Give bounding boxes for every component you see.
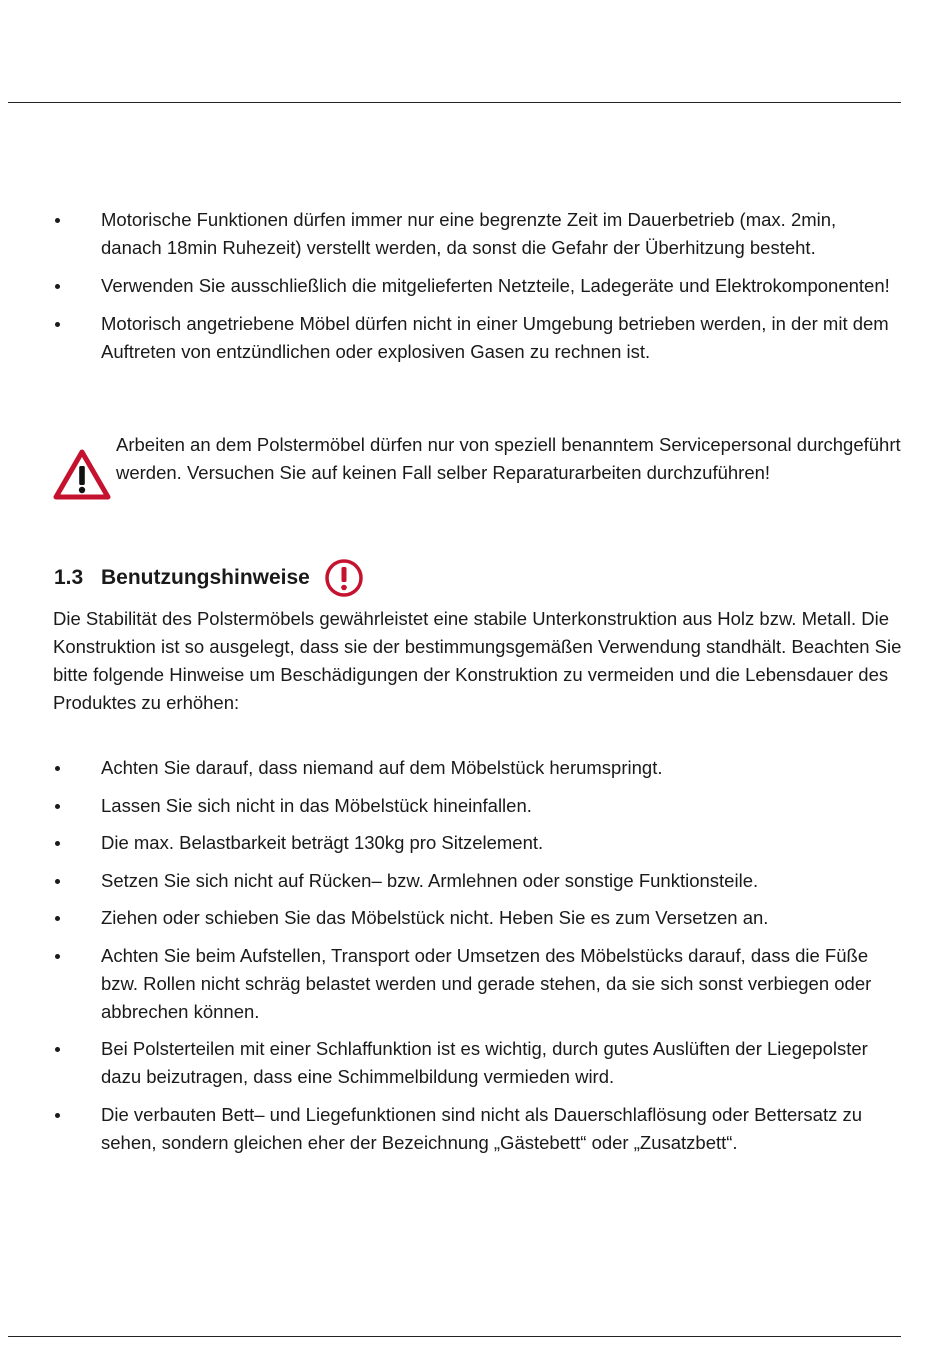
list-item-text: Setzen Sie sich nicht auf Rücken– bzw. Armlehnen oder sonstige Funktionsteile. [101,869,759,891]
footer-divider [8,1336,901,1337]
warning-triangle-icon [53,449,111,501]
list-item [0,1035,950,1091]
list-item-text: Die verbauten Bett– und Liegefunktionen sind nicht als Dauerschlaflösung oder Bettersatz zu sehen, sondern gleichen eher der Bezeichnung „Gästebett“ oder „Zusatzbett“. [101,1103,863,1153]
list-item-text: Lassen Sie sich nicht in das Möbelstück hineinfallen. [101,794,532,816]
bullet [55,218,60,223]
list-item [0,310,950,366]
list-item [0,904,950,932]
safety-list [0,206,950,376]
bullet [55,954,60,959]
list-item-text: Ziehen oder schieben Sie das Möbelstück nicht. Heben Sie es zum Versetzen an. [101,907,769,928]
bullet [55,879,60,884]
bullet [55,804,60,809]
attention-circle-icon [324,558,364,598]
list-item [0,272,950,300]
list-item [0,754,950,782]
list-item [0,206,950,262]
list-item-text: Motorische Funktionen dürfen immer nur eine begrenzte Zeit im Dauerbetrieb (max. 2min, danach 18min Ruhezeit) verstellt werden, da sonst die Gefahr der Überhitzung besteht. [101,209,837,258]
list-item-text: Bei Polsterteilen mit einer Schlaffunktion ist es wichtig, durch gutes Auslüften der Liegepolster dazu beizutragen, dass eine Schimmelbildung vermieden wird. [101,1038,868,1087]
bullet [55,284,60,289]
section-intro: Die Stabilität des Polstermöbels gewährleistet eine stabile Unterkonstruktion aus Holz bzw. Metall. Die Konstruktion ist so ausgelegt, dass sie der bestimmungsgemäßen Verwendung standhält. Beachten Sie bitte folgende Hinweise um Beschädigungen der Konstruktion zu vermeiden und die Lebensdauer des Produktes zu erhöhen: [53,608,902,713]
bullet [55,766,60,771]
list-item [0,829,950,857]
list-item-text: Achten Sie beim Aufstellen, Transport oder Umsetzen des Möbelstücks darauf, dass die Füße bzw. Rollen nicht schräg belastet werden und gerade stehen, da sie sich sonst verbiegen oder abbrechen können. [101,944,872,1022]
usage-list [0,754,950,1166]
bullet [55,322,60,327]
warning-text: Arbeiten an dem Polstermöbel dürfen nur von speziell benanntem Servicepersonal durchgeführt werden. Versuchen Sie auf keinen Fall selber Reparaturarbeiten durchzuführen! [116,434,901,483]
bullet [55,1113,60,1118]
header-divider [8,102,901,103]
list-item [0,1101,950,1157]
list-item [0,867,950,895]
list-item-text: Die max. Belastbarkeit beträgt 130kg pro Sitzelement. [101,832,544,853]
list-item-text: Achten Sie darauf, dass niemand auf dem Möbelstück herumspringt. [101,757,663,778]
bullet [55,916,60,921]
list-item [0,792,950,820]
section-number: 1.3 [54,566,84,589]
bullet [55,1047,60,1052]
warning-notice [0,431,950,487]
list-item-text: Motorisch angetriebene Möbel dürfen nicht in einer Umgebung betrieben werden, in der mit dem Auftreten von entzündlichen oder explosiven Gasen zu rechnen ist. [101,313,889,362]
bullet [55,841,60,846]
list-item-text: Verwenden Sie ausschließlich die mitgelieferten Netzteile, Ladegeräte und Elektrokomponenten! [101,275,890,296]
section-title: Benutzungshinweise [101,566,310,589]
section-heading [54,558,364,598]
list-item [0,942,950,1026]
